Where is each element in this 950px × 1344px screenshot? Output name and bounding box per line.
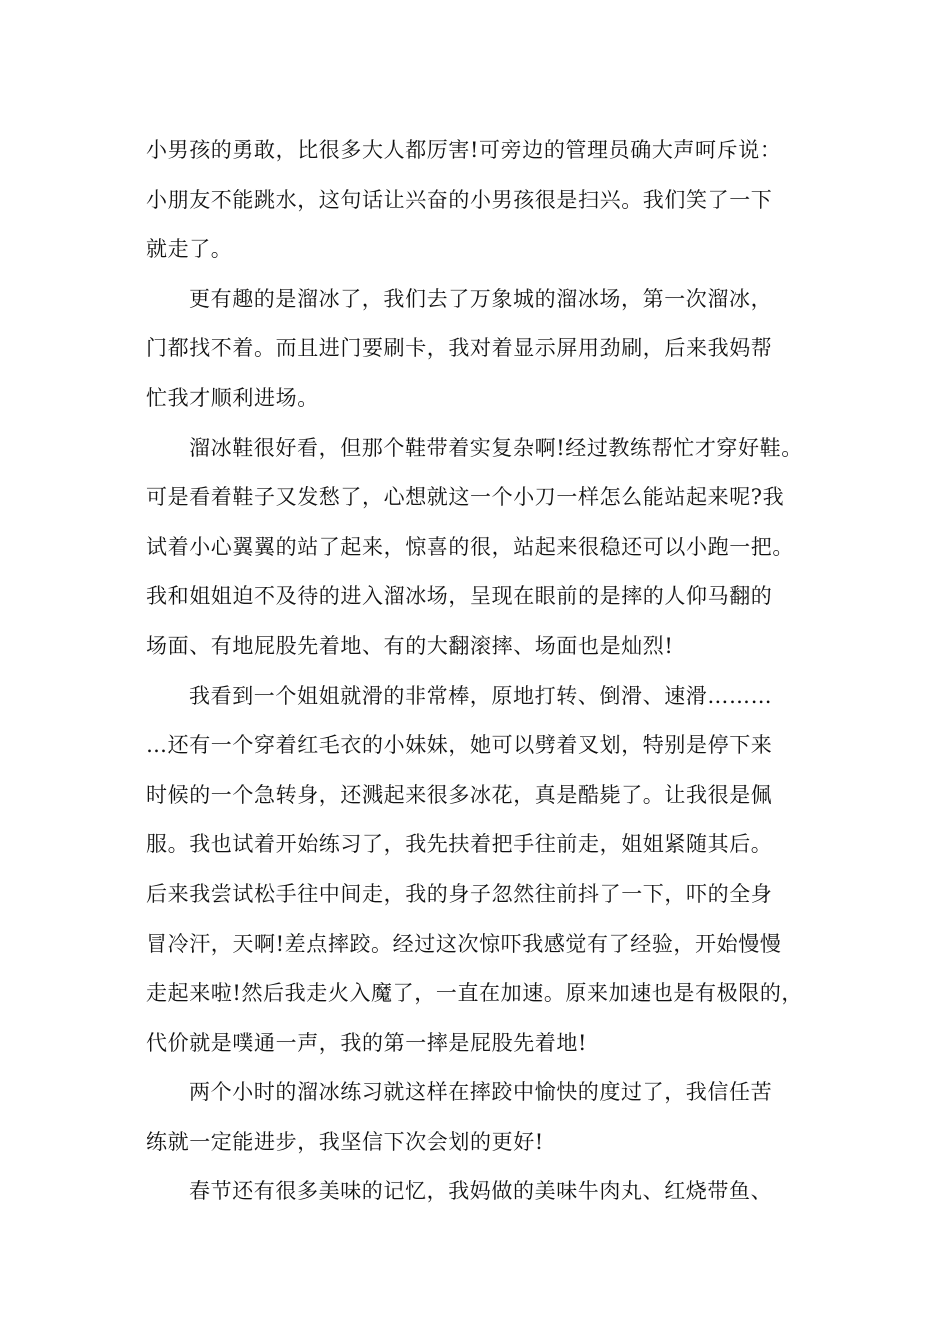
paragraph-3	[146, 424, 836, 672]
text-line: 练就一定能进步，我坚信下次会划的更好!	[146, 1129, 544, 1154]
text-line: 小男孩的勇敢，比很多大人都厉害!可旁边的管理员确大声呵斥说：	[146, 138, 782, 162]
text-line: 更有趣的是溜冰了，我们去了万象城的溜冰场，第一次溜冰，	[189, 286, 773, 311]
paragraph-2	[146, 275, 836, 424]
paragraph-4	[146, 672, 836, 1069]
text-line: 走起来啦!然后我走火入魔了，一直在加速。原来加速也是有极限的，	[146, 981, 804, 1006]
text-line: 我和姐姐迫不及待的进入溜冰场，呈现在眼前的是摔的人仰马翻的	[146, 584, 773, 609]
text-line: …还有一个穿着红毛衣的小妹妹，她可以劈着叉划，特别是停下来	[146, 733, 773, 758]
document-body	[146, 126, 836, 1217]
paragraph-5	[146, 1068, 836, 1167]
text-line: 两个小时的溜冰练习就这样在摔跤中愉快的度过了，我信任苦	[189, 1080, 773, 1105]
text-line: 时候的一个急转身，还溅起来很多冰花，真是酷毙了。让我很是佩	[146, 782, 773, 807]
paragraph-1	[146, 126, 836, 275]
text-line: 服。我也试着开始练习了，我先扶着把手往前走，姐姐紧随其后。	[146, 832, 773, 857]
text-line: 门都找不着。而且进门要刷卡，我对着显示屏用劲刷，后来我妈帮	[146, 336, 773, 361]
text-line: 我看到一个姐姐就滑的非常棒，原地打转、倒滑、速滑………	[189, 683, 773, 708]
text-line: 小朋友不能跳水，这句话让兴奋的小男孩很是扫兴。我们笑了一下	[146, 187, 773, 212]
text-line: 忙我才顺利进场。	[146, 385, 319, 410]
text-line: 试着小心翼翼的站了起来，惊喜的很，站起来很稳还可以小跑一把。	[146, 534, 794, 559]
text-line: 后来我尝试松手往中间走，我的身子忽然往前抖了一下，吓的全身	[146, 881, 773, 906]
text-line: 场面、有地屁股先着地、有的大翻滚摔、场面也是灿烈!	[146, 633, 674, 658]
text-line: 就走了。	[146, 237, 233, 262]
paragraph-6	[146, 1167, 836, 1217]
text-line: 春节还有很多美味的记忆，我妈做的美味牛肉丸、红烧带鱼、	[189, 1179, 773, 1204]
text-line: 可是看着鞋子又发愁了，心想就这一个小刀一样怎么能站起来呢?我	[146, 485, 785, 510]
text-line: 冒冷汗，天啊!差点摔跤。经过这次惊吓我感觉有了经验，开始慢慢	[146, 931, 782, 956]
text-line: 代价就是噗通一声，我的第一摔是屁股先着地!	[146, 1030, 588, 1055]
text-line: 溜冰鞋很好看，但那个鞋带着实复杂啊!经过教练帮忙才穿好鞋。	[189, 435, 803, 460]
